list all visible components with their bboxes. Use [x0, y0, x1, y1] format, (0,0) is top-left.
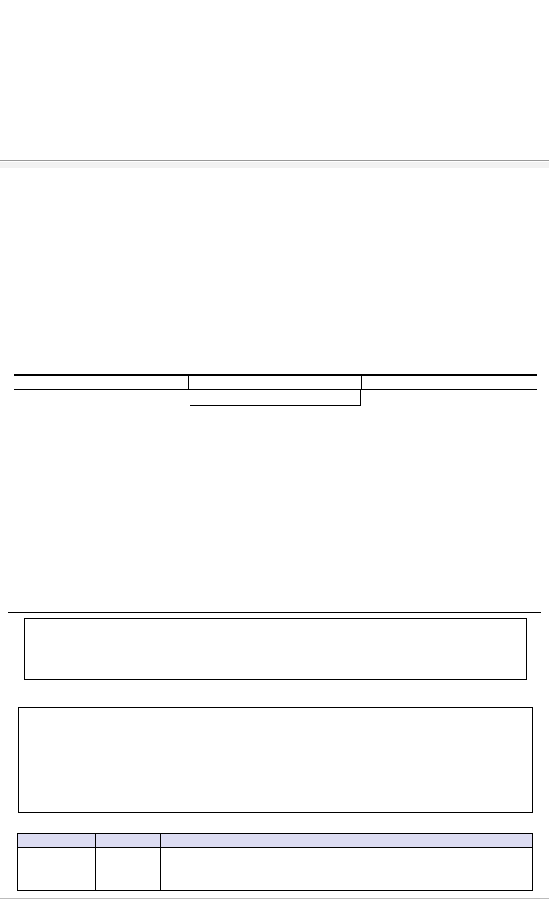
history-col-divider-2	[160, 834, 161, 890]
page-bottom-rule	[0, 898, 549, 899]
header-gap	[0, 162, 549, 168]
history-table	[17, 833, 533, 891]
gel-image-strip	[24, 618, 527, 680]
opinion-box	[18, 707, 533, 813]
history-col-divider-1	[95, 834, 96, 890]
table-top-rule	[14, 374, 537, 376]
col2-item-box	[190, 390, 361, 406]
header-divider-2	[361, 376, 362, 389]
header-divider-1	[188, 376, 189, 389]
header-divider	[0, 160, 549, 161]
gel-top-rule	[8, 612, 541, 613]
